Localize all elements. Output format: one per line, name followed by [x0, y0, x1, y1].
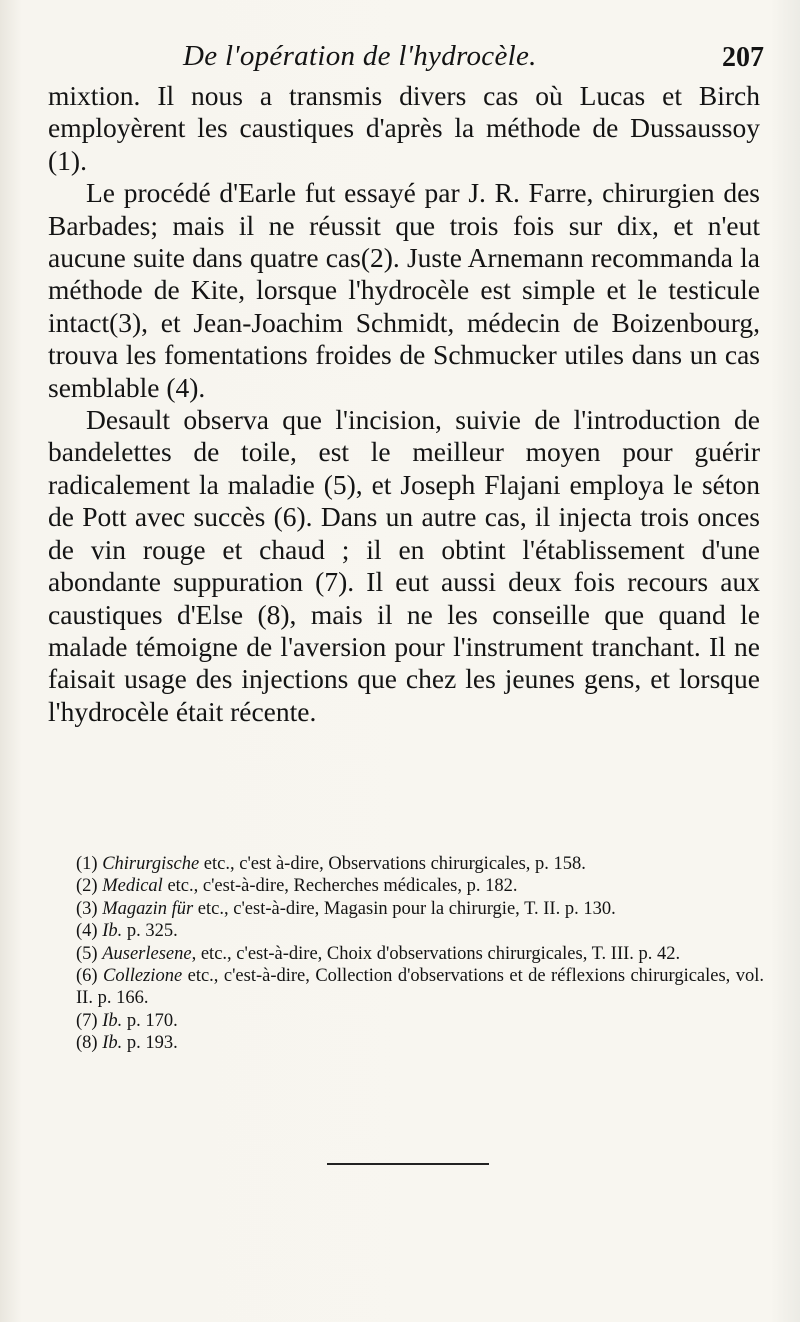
- footnotes: [76, 853, 764, 1055]
- footnote-3: (3) Magazin für etc., c'est-à-dire, Magasin pour la chirurgie, T. II. p. 130.: [76, 898, 616, 919]
- footnote-5: (5) Auserlesene, etc., c'est-à-dire, Choix d'observations chirurgicales, T. III. p. 42.: [76, 943, 681, 964]
- running-title: De l'opération de l'hydrocèle.: [183, 40, 537, 72]
- closing-rule: [327, 1163, 489, 1165]
- footnote-6: (6) Collezione etc., c'est-à-dire, Collection d'observations et de réflexions chirurgicales, vol. II. p. 166.: [76, 966, 765, 1009]
- paragraph-continued: mixtion. Il nous a transmis divers cas où Lucas et Birch employèrent les caustiques d'après la méthode de Dussaussoy (1).: [48, 80, 760, 176]
- paragraph-earle: Le procédé d'Earle fut essayé par J. R. Farre, chirurgien des Barbades; mais il ne réussit que trois fois sur dix, et n'eut aucune suite dans quatre cas(2). Juste Arnemann recommanda la méthode de Kite, lorsque l'hydrocèle est simple et le testicule intact(3), et Jean-Joachim Schmidt, médecin de Boizenbourg, trouva les fomentations froides de Schmucker utiles dans un cas semblable (4).: [48, 177, 760, 403]
- footnote-2: (2) Medical etc., c'est-à-dire, Recherches médicales, p. 182.: [76, 876, 518, 897]
- page-header: [48, 40, 764, 84]
- footnote-7: (7) Ib. p. 170.: [76, 1010, 178, 1031]
- main-text: [48, 80, 760, 728]
- footnote-4: (4) Ib. p. 325.: [76, 921, 178, 942]
- footnote-1: (1) Chirurgische etc., c'est à-dire, Observations chirurgicales, p. 158.: [76, 854, 586, 874]
- paragraph-desault: Desault observa que l'incision, suivie de l'introduction de bandelettes de toile, est le meilleur moyen pour guérir radicalement la maladie (5), et Joseph Flajani employa le séton de Pott avec succès (6). Dans un autre cas, il injecta trois onces de vin rouge et chaud ; il en obtint l'établissement d'une abondante suppuration (7). Il eut aussi deux fois recours aux caustiques d'Else (8), mais il ne les conseille que quand le malade témoigne de l'aversion pour l'instrument tranchant. Il ne faisait usage des injections que chez les jeunes gens, et lorsque l'hydrocèle était récente.: [48, 404, 760, 727]
- footnote-8: (8) Ib. p. 193.: [76, 1033, 178, 1054]
- page-number: 207: [722, 42, 764, 73]
